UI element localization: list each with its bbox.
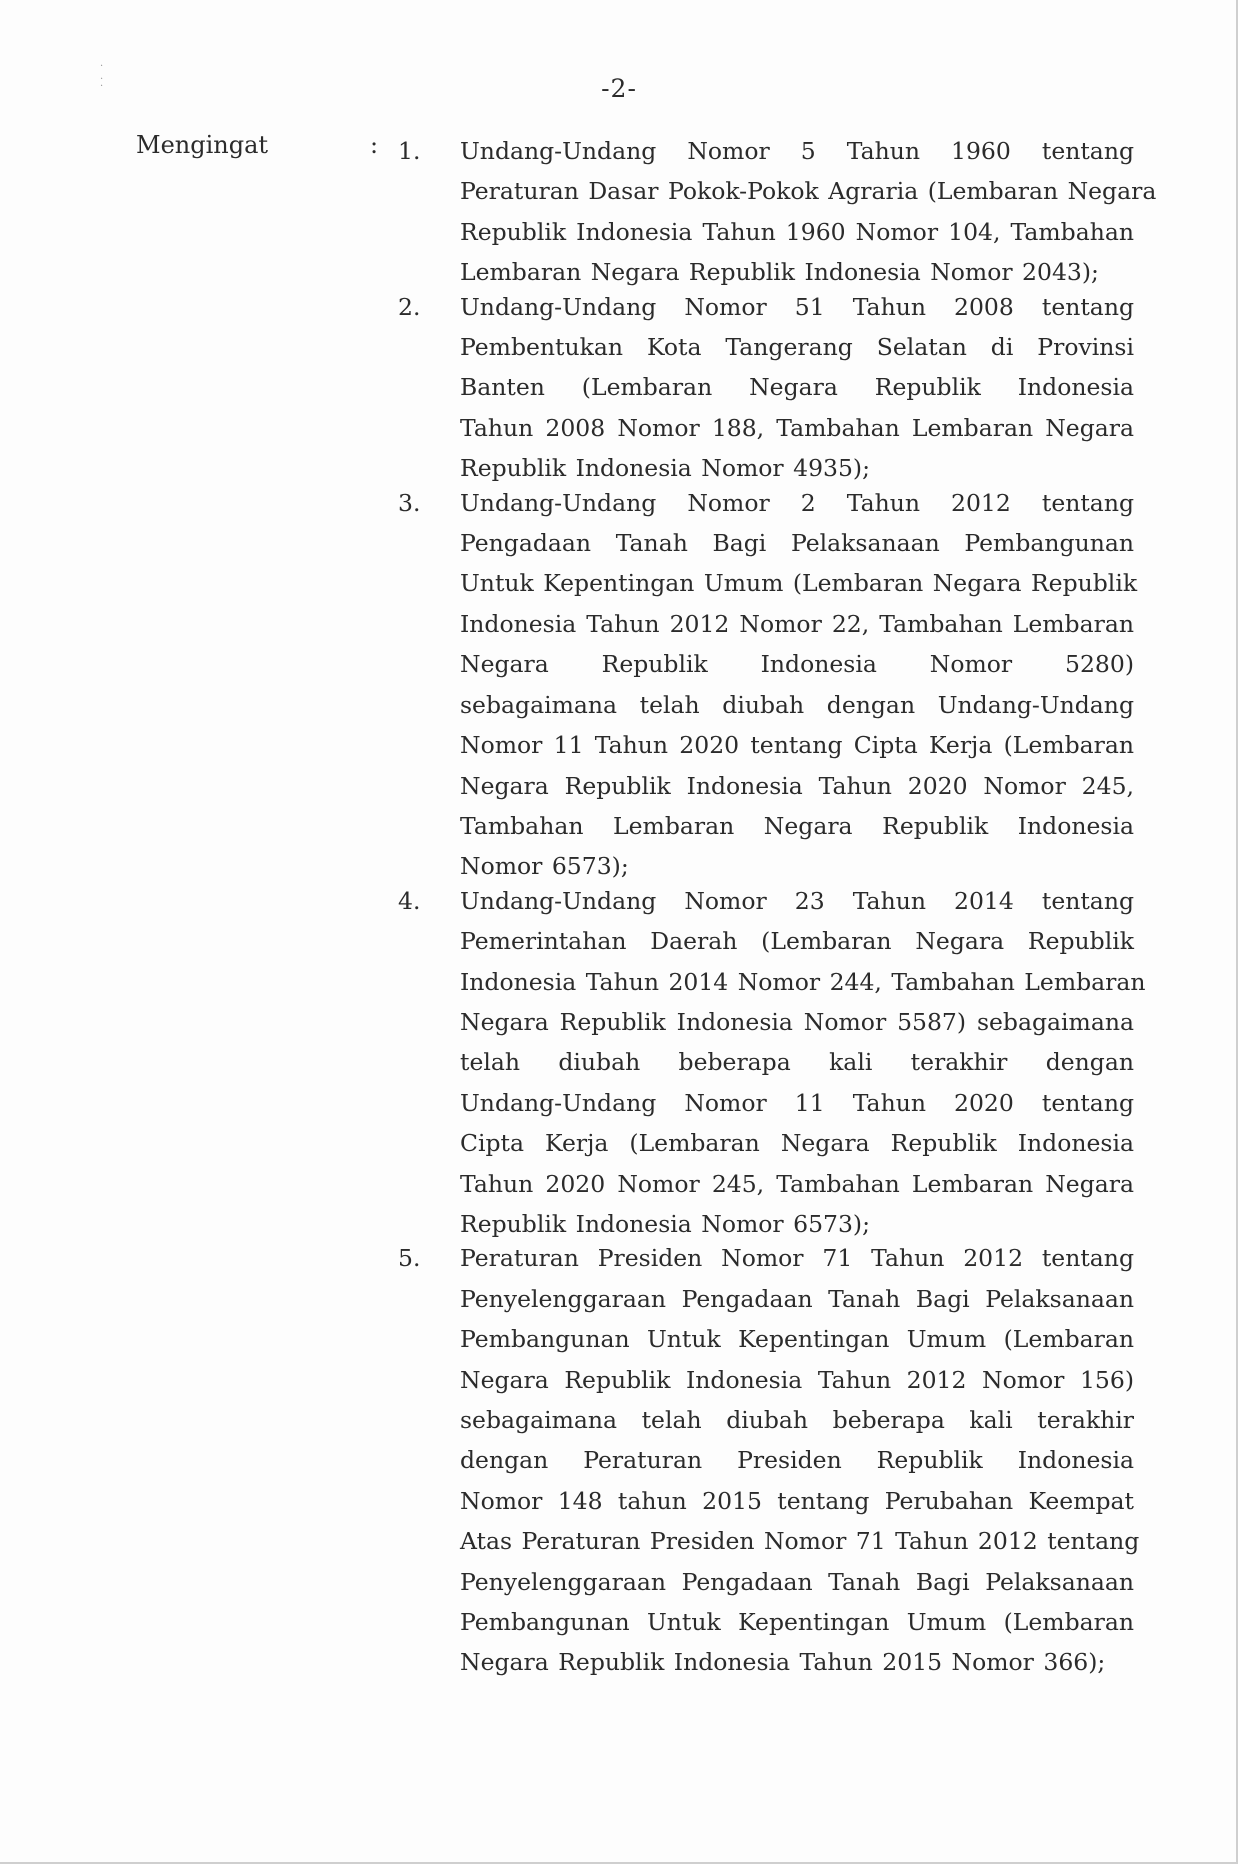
- item-text-line: sebagaimana telah diubah beberapa kali terakhir: [460, 1406, 1134, 1434]
- legal-basis-item: [398, 483, 1138, 887]
- item-text-line: Negara Republik Indonesia Nomor 5587) sebagaimana: [460, 1007, 1134, 1036]
- item-text-line: Republik Indonesia Nomor 6573);: [460, 1209, 871, 1238]
- item-text-line: Negara Republik Indonesia Nomor 5280): [460, 650, 1134, 679]
- section-label: Mengingat: [136, 131, 269, 159]
- item-text-line: telah diubah beberapa kali terakhir dengan: [460, 1048, 1134, 1077]
- item-text-line: Tambahan Lembaran Negara Republik Indonesia: [460, 811, 1134, 840]
- item-text-line: Negara Republik Indonesia Tahun 2020 Nomor 245,: [460, 771, 1134, 800]
- item-text-line: Nomor 11 Tahun 2020 tentang Cipta Kerja (Lembaran: [460, 731, 1134, 760]
- item-text-line: Nomor 6573);: [460, 852, 629, 881]
- item-text-line: Pemerintahan Daerah (Lembaran Negara Republik: [460, 927, 1134, 956]
- item-number: 5.: [398, 1244, 421, 1273]
- item-text-line: Pembangunan Untuk Kepentingan Umum (Lembaran: [460, 1325, 1134, 1354]
- legal-basis-item: [398, 1238, 1140, 1682]
- item-text-line: Pembangunan Untuk Kepentingan Umum (Lembaran: [460, 1608, 1134, 1637]
- item-text-line: Nomor 148 tahun 2015 tentang Perubahan Keempat: [460, 1486, 1134, 1515]
- item-text: [460, 131, 1157, 293]
- item-text-line: Pengadaan Tanah Bagi Pelaksanaan Pembangunan: [460, 529, 1134, 558]
- item-text-line: Cipta Kerja (Lembaran Negara Republik Indonesia: [460, 1129, 1134, 1158]
- item-text-line: Indonesia Tahun 2014 Nomor 244, Tambahan Lembaran: [460, 967, 1146, 996]
- legal-basis-item: [398, 131, 1157, 293]
- item-text-line: Undang-Undang Nomor 5 Tahun 1960 tentang: [460, 137, 1134, 165]
- item-text-line: Undang-Undang Nomor 11 Tahun 2020 tentang: [460, 1088, 1134, 1117]
- item-text-line: dengan Peraturan Presiden Republik Indonesia: [460, 1446, 1134, 1475]
- item-text-line: Penyelenggaraan Pengadaan Tanah Bagi Pelaksanaan: [460, 1567, 1134, 1596]
- item-text-line: Negara Republik Indonesia Tahun 2015 Nomor 366);: [460, 1648, 1106, 1677]
- item-text-line: Pembentukan Kota Tangerang Selatan di Provinsi: [460, 333, 1134, 362]
- legal-basis-item: [398, 881, 1146, 1245]
- item-text-line: Republik Indonesia Nomor 4935);: [460, 454, 871, 483]
- item-number: 4.: [398, 886, 421, 915]
- item-text-line: Undang-Undang Nomor 2 Tahun 2012 tentang: [460, 488, 1134, 517]
- scan-speck-mark: · . ·: [100, 61, 104, 92]
- item-text: [460, 881, 1146, 1245]
- item-text-line: Republik Indonesia Tahun 1960 Nomor 104, Tambahan: [460, 217, 1134, 246]
- item-text-line: Negara Republik Indonesia Tahun 2012 Nomor 156): [460, 1365, 1134, 1394]
- item-text-line: Untuk Kepentingan Umum (Lembaran Negara Republik: [460, 569, 1138, 598]
- item-text-line: Undang-Undang Nomor 23 Tahun 2014 tentang: [460, 886, 1134, 915]
- item-text: [460, 483, 1138, 887]
- item-text-line: Undang-Undang Nomor 51 Tahun 2008 tentang: [460, 292, 1134, 321]
- item-text-line: Tahun 2020 Nomor 245, Tambahan Lembaran Negara: [460, 1169, 1134, 1198]
- legal-basis-item: [398, 287, 1134, 489]
- item-text-line: Banten (Lembaran Negara Republik Indonesia: [460, 373, 1134, 402]
- item-text: [460, 1238, 1140, 1682]
- item-text-line: Indonesia Tahun 2012 Nomor 22, Tambahan Lembaran: [460, 609, 1134, 638]
- item-text-line: Peraturan Dasar Pokok-Pokok Agraria (Lembaran Negara: [460, 177, 1157, 206]
- item-text: [460, 287, 1134, 489]
- page-number: -2-: [601, 74, 637, 103]
- item-text-line: Atas Peraturan Presiden Nomor 71 Tahun 2012 tentang: [460, 1527, 1140, 1556]
- label-separator: :: [370, 131, 379, 159]
- item-number: 3.: [398, 488, 421, 517]
- item-number: 2.: [398, 292, 421, 321]
- item-text-line: sebagaimana telah diubah dengan Undang-Undang: [460, 690, 1134, 719]
- item-text-line: Lembaran Negara Republik Indonesia Nomor 2043);: [460, 258, 1099, 287]
- legal-basis-list: [398, 131, 1157, 1683]
- item-text-line: Penyelenggaraan Pengadaan Tanah Bagi Pelaksanaan: [460, 1284, 1134, 1313]
- item-text-line: Tahun 2008 Nomor 188, Tambahan Lembaran Negara: [460, 413, 1134, 442]
- item-number: 1.: [398, 137, 421, 165]
- item-text-line: Peraturan Presiden Nomor 71 Tahun 2012 tentang: [460, 1244, 1134, 1273]
